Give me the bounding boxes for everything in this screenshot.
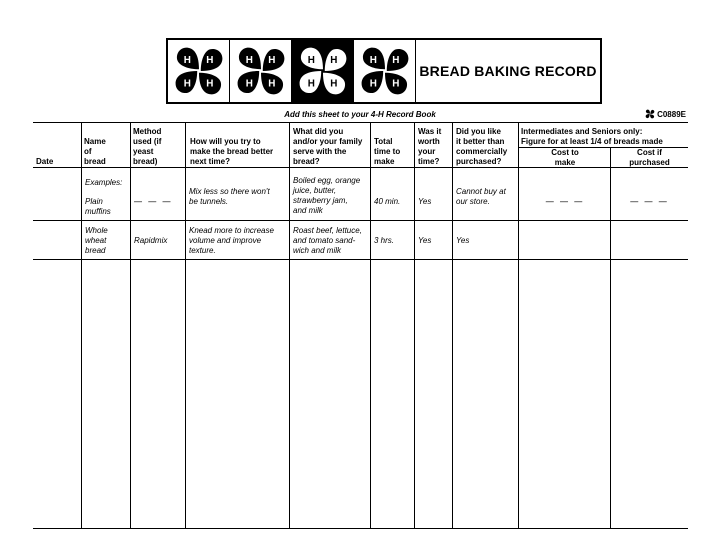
row-2-time: 3 hrs. <box>374 236 395 245</box>
row-1-serve: Boiled egg, orange juice, butter, strawberry jam, and milk <box>293 176 361 215</box>
header-intermediates: Intermediates and Seniors only: Figure for at least 1/4 of breads made <box>521 127 663 146</box>
form-code <box>645 109 686 119</box>
four-h-clover-icon <box>172 44 226 98</box>
row-1-cost-purchased: — — — <box>630 197 669 206</box>
header-date: Date <box>36 157 54 166</box>
row-2-method: Rapidmix <box>134 236 168 245</box>
four-h-clover-icon <box>358 44 412 98</box>
record-header <box>166 38 602 104</box>
header-serve: What did you and/or your family serve with the bread? <box>293 127 363 166</box>
row-1-improve: Mix less so there won't be tunnels. <box>189 187 270 206</box>
row-1-like: Cannot buy at our store. <box>456 187 506 206</box>
header-worth: Was it worth your time? <box>418 127 442 166</box>
header-name: Name of bread <box>84 137 106 166</box>
svg-text:H: H <box>245 78 253 90</box>
page-title: BREAD BAKING RECORD <box>419 63 597 79</box>
svg-text:H: H <box>369 54 377 66</box>
row-1-cost-make: — — — <box>545 197 585 206</box>
svg-text:H: H <box>369 78 377 90</box>
row-2-like: Yes <box>456 236 470 245</box>
svg-text:H: H <box>267 54 275 66</box>
svg-text:H: H <box>205 54 213 66</box>
header-time: Total time to make <box>374 137 401 166</box>
svg-text:H: H <box>307 54 315 66</box>
row-2-worth: Yes <box>418 236 432 245</box>
clover-cell <box>354 40 416 102</box>
row-2-improve: Knead more to increase volume and improve texture. <box>189 226 274 255</box>
record-book-note: Add this sheet to your 4-H Record Book <box>284 110 436 119</box>
svg-text:H: H <box>391 78 399 90</box>
form-code-text: C0889E <box>657 109 686 119</box>
svg-text:H: H <box>307 78 315 90</box>
svg-text:H: H <box>329 54 337 66</box>
svg-text:H: H <box>205 78 213 90</box>
svg-text:H: H <box>183 54 191 66</box>
row-1-method: — — — <box>134 197 173 206</box>
clover-cell <box>230 40 292 102</box>
four-h-clover-icon <box>234 44 288 98</box>
four-h-clover-icon <box>296 44 350 98</box>
row-1-worth: Yes <box>418 197 432 206</box>
row-1-name: Plain muffins <box>85 197 111 216</box>
svg-text:H: H <box>267 78 275 90</box>
header-improve: How will you try to make the bread better next time? <box>190 137 274 166</box>
svg-text:H: H <box>183 78 191 90</box>
header-cost-purchased: Cost if purchased <box>629 148 670 167</box>
clover-cell <box>168 40 230 102</box>
examples-label: Examples: <box>85 178 123 187</box>
row-2-serve: Roast beef, lettuce, and tomato sand- wich and milk <box>293 226 362 255</box>
svg-text:H: H <box>245 54 253 66</box>
header-cost-make: Cost to make <box>551 148 579 167</box>
row-1-time: 40 min. <box>374 197 401 206</box>
svg-text:H: H <box>391 54 399 66</box>
header-method: Method used (if yeast bread) <box>133 127 162 166</box>
four-h-clover-icon <box>645 109 655 119</box>
clover-cell-inverted <box>292 40 354 102</box>
header-like: Did you like it better than commercially purchased? <box>456 127 508 166</box>
svg-text:H: H <box>329 78 337 90</box>
row-2-name: Whole wheat bread <box>85 226 108 255</box>
